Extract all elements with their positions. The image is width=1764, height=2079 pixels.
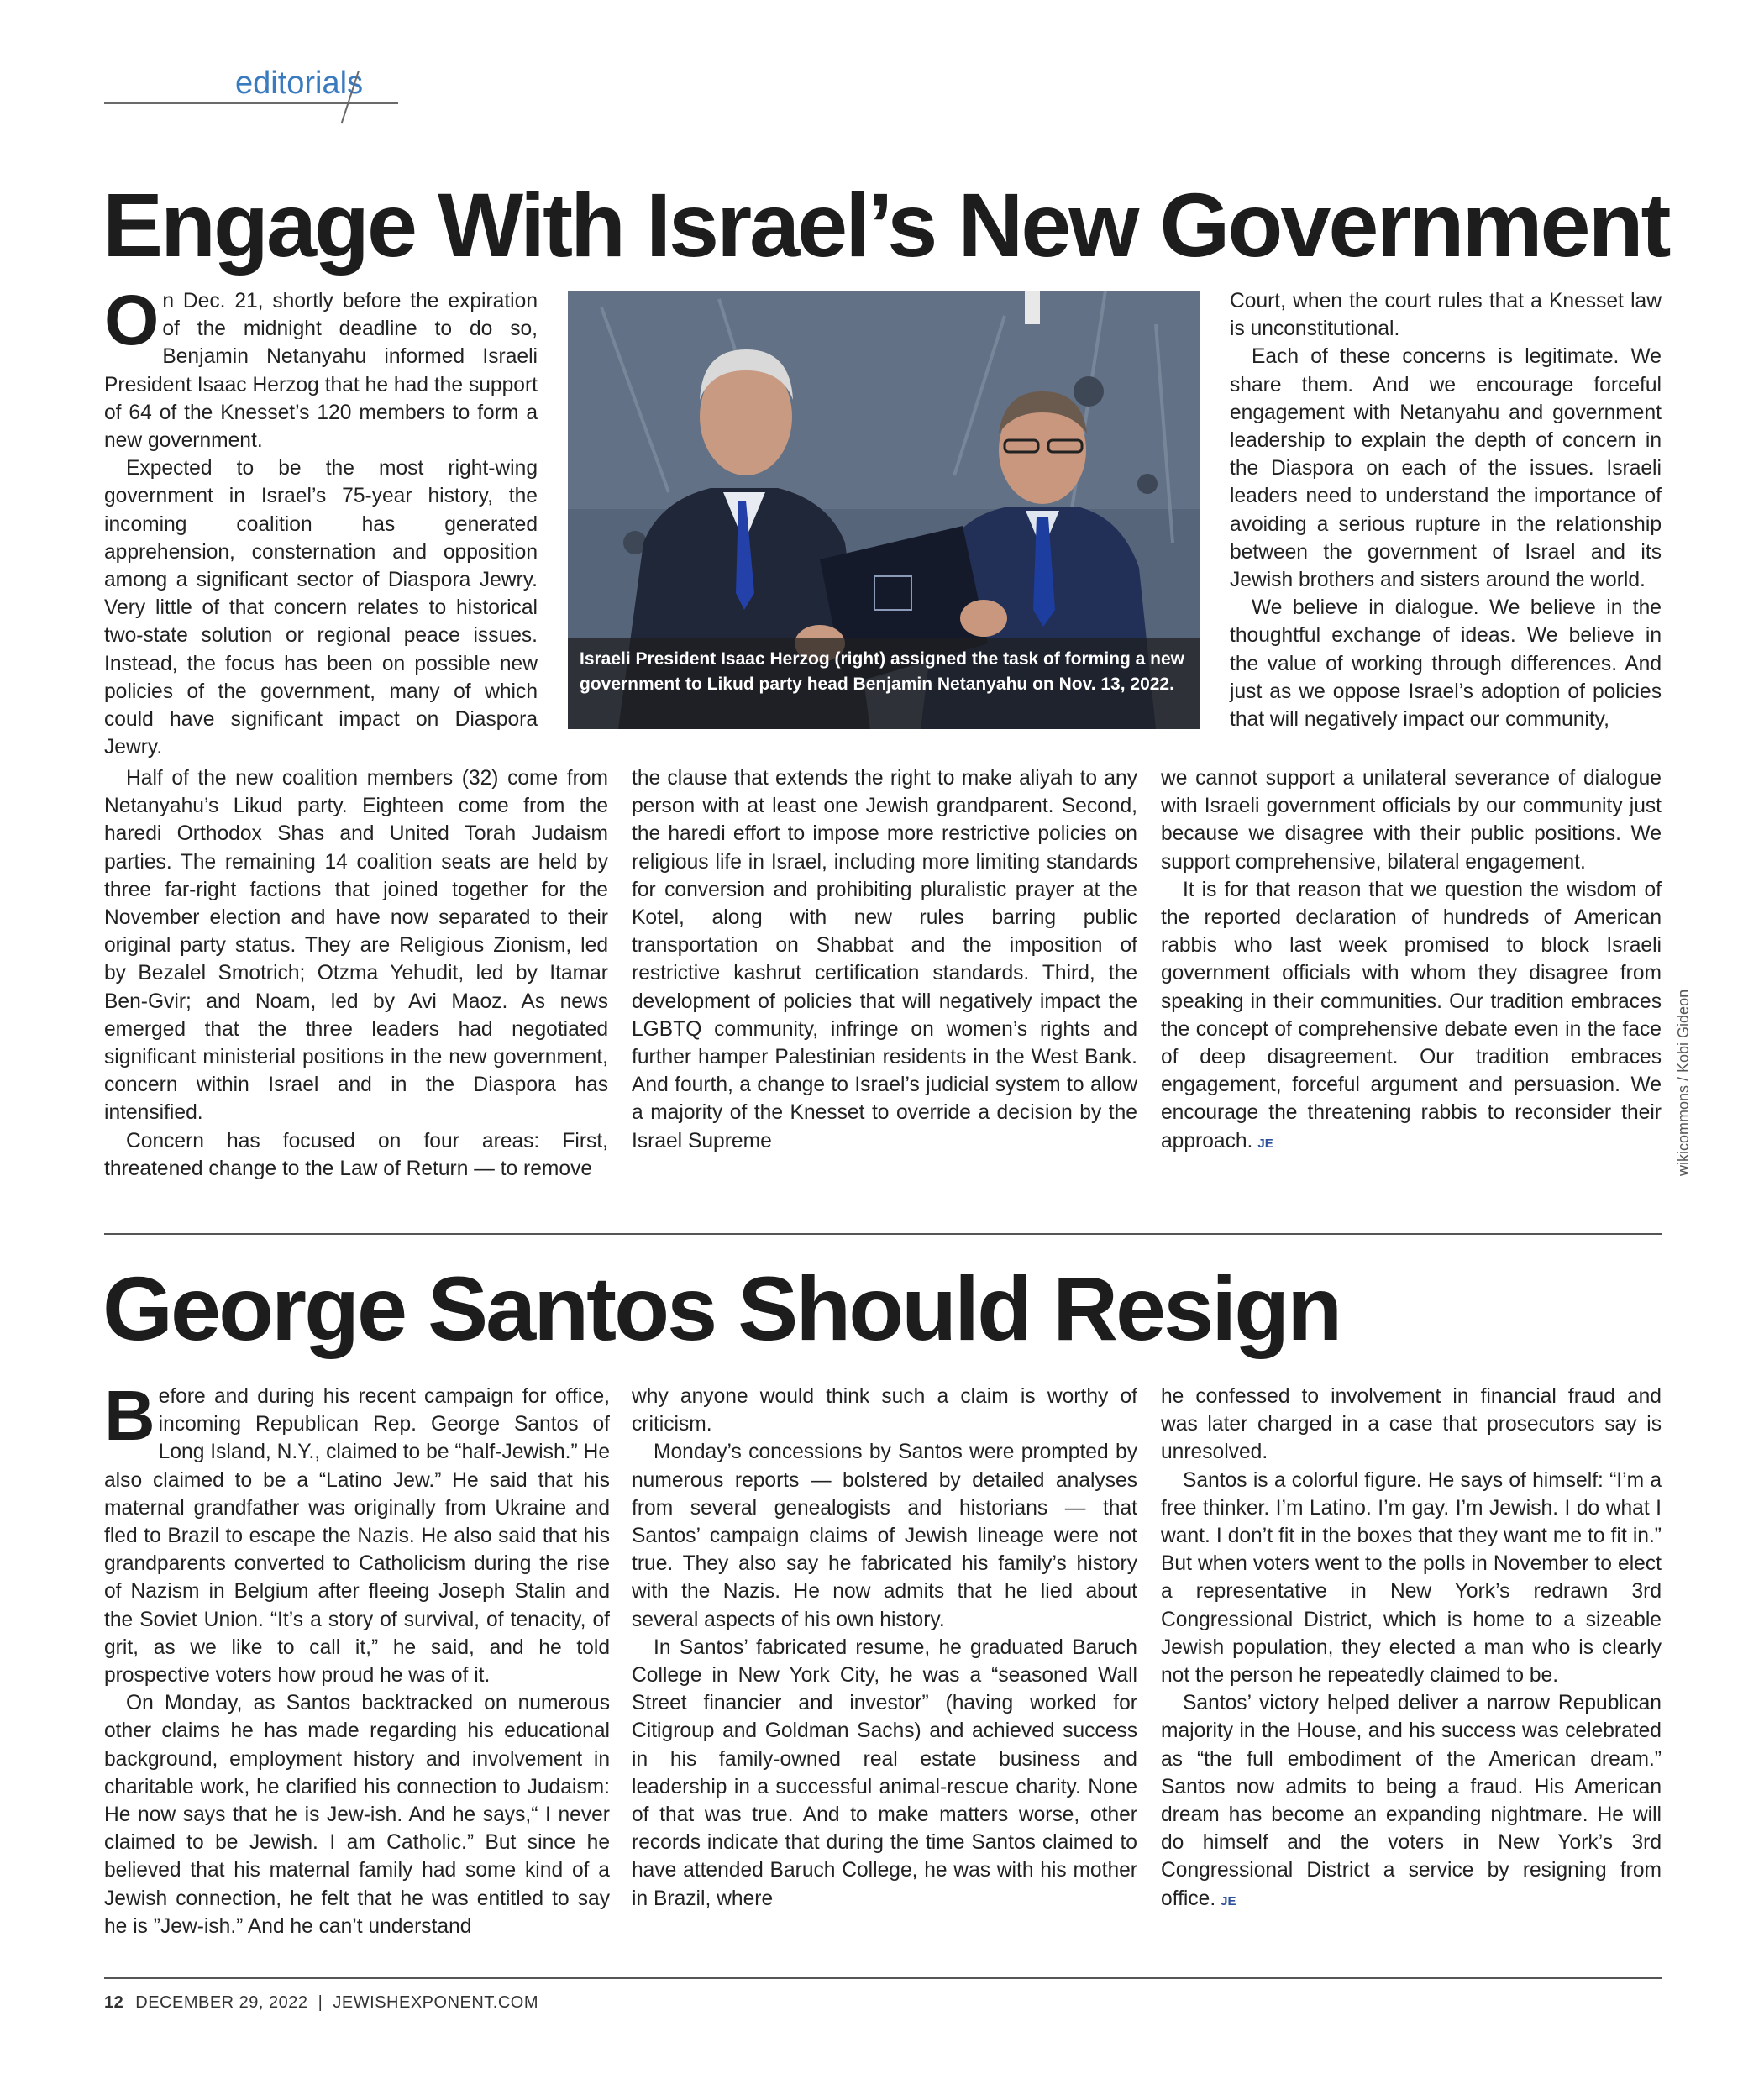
article-divider [104, 1233, 1662, 1235]
article1-col1-bottom [104, 764, 608, 1183]
section-rule [104, 102, 398, 104]
article1-paragraph: Expected to be the most right-wing government in Israel’s 75-year history, the incoming coalition has generated apprehension, consternation and opposition among a significant sector of Diaspora Jewry. Very little of that concern relates to historical two-state solution or regional peace issues. Instead, the focus has been on possible new policies of the government, many of which could have significant impact on Diaspora Jewry. [104, 457, 538, 759]
section-tag [104, 52, 398, 119]
section-label[interactable]: editorials [235, 66, 364, 101]
article1-col3-bottom [1161, 764, 1662, 1158]
article2-paragraph: Monday’s concessions by Santos were prompted by numerous reports — bolstered by detailed analyses from several genealogists and historians — that Santos’ campaign claims of Jewish lineage were not true. They also say he fabricated his family’s history with the Nazis. He now admits that he lied about several aspects of his own history. [632, 1441, 1137, 1631]
article1-col3-top [1230, 287, 1662, 733]
article2-col2 [632, 1383, 1137, 1913]
signoff-mark: JE [1221, 1893, 1236, 1908]
article1-paragraph [1161, 876, 1662, 1158]
article1-paragraph: We believe in dialogue. We believe in the thoughtful exchange of ideas. We believe in the value of working through differences. And just as we oppose Israel’s adoption of policies that will negatively impact our community, [1230, 596, 1662, 732]
article1-paragraph: the clause that extends the right to make aliyah to any person with at least one Jewish grandparent. Second, the haredi effort to impose more restrictive policies on religious life in Israel, including more limiting standards for conversion and prohibiting pluralistic prayer at the Kotel, along with new rules barring public transportation on Shabbat and the imposition of restrictive kashrut certification standards. Third, the development of policies that will negatively impact the LGBTQ community, infringe on women’s rights and further hamper Palestinian residents in the West Bank. And fourth, a change to Israel’s judicial system to allow a majority of the Knesset to override a decision by the Israel Supreme [632, 767, 1137, 1152]
article1-paragraph [104, 281, 538, 454]
article2-paragraph: he confessed to involvement in financial fraud and was later charged in a case that prosecutors say is unresolved. [1161, 1385, 1662, 1464]
photo-credit: wikicommons / Kobi Gideon [1675, 989, 1692, 1176]
article1-headline: Engage With Israel’s New Government [102, 174, 1669, 276]
article1-paragraph: Concern has focused on four areas: First, threatened change to the Law of Return — to remove [104, 1129, 608, 1180]
article1-paragraph: we cannot support a unilateral severance of dialogue with Israeli government officials by our community just because we disagree with their public positions. We support comprehensive, bilateral engagement. [1161, 767, 1662, 874]
article1-text: n Dec. 21, shortly before the expiration of the midnight deadline to do so, Benjamin Netanyahu informed Israeli President Isaac Herzog that he had the support of 64 of the Knesset’s 120 members to form a new government. [104, 290, 538, 453]
article2-paragraph: In Santos’ fabricated resume, he graduated Baruch College in New York City, he was a “seasoned Wall Street financier and investor” (having worked for Citigroup and Goldman Sachs) and achieved success in his family-owned real estate business and leadership in a successful animal-rescue charity. None of that was true. And to make matters worse, other records indicate that during the time Santos claimed to have attended Baruch College, he was with his mother in Brazil, where [632, 1635, 1137, 1910]
article1-paragraph: Court, when the court rules that a Knesset law is unconstitutional. [1230, 290, 1662, 341]
article1-paragraph: Half of the new coalition members (32) come from Netanyahu’s Likud party. Eighteen come from the haredi Orthodox Shas and United Torah Judaism parties. The remaining 14 coalition seats are held by three far-right factions that joined together for the November election and have now separated to their original party status. They are Religious Zionism, led by Bezalel Smotrich; Otzma Yehudit, led by Itamar Ben-Gvir; and Noam, led by Avi Maoz. As news emerged that the three leaders had negotiated significant ministerial positions in the new government, concern within Israel and in the Diaspora has intensified. [104, 767, 608, 1125]
article2-col3 [1161, 1383, 1662, 1915]
article2-paragraph [1161, 1689, 1662, 1915]
article2-paragraph: On Monday, as Santos backtracked on numerous other claims he has made regarding his educational background, employment history and involvement in charitable work, he clarified his connection to Judaism: He now says that he is Jew-ish. And he says,“ I never claimed to be Jewish. I am Catholic.” But since he believed that his maternal family had some kind of a Jewish connection, he felt that he was entitled to say he is ”Jew-ish.” And he can’t understand [104, 1692, 610, 1938]
article2-text: Santos’ victory helped deliver a narrow Republican majority in the House, and his success was celebrated as “the full embodiment of the American dream.” Santos now admits to being a fraud. His American dream has become an expanding nightmare. He will do himself and the voters in New York’s 3rd Congressional District a service by resigning from office. [1161, 1692, 1662, 1910]
footer-rule [104, 1977, 1662, 1979]
article1-dropcap: O [104, 281, 160, 360]
article1-paragraph: Each of these concerns is legitimate. We share them. And we encourage forceful engagement with Netanyahu and government leadership to explain the depth of concern in the Diaspora on each of the issues. Israeli leaders need to understand the importance of avoiding a serious rupture in the relationship between the government of Israel and its Jewish brothers and sisters around the world. [1230, 345, 1662, 592]
page-footer [104, 1993, 538, 2013]
page-number: 12 [104, 1993, 124, 2012]
news-photo [568, 291, 1200, 729]
article1-col1-top [104, 281, 538, 761]
article2-paragraph [104, 1376, 610, 1689]
article2-paragraph: Santos is a colorful figure. He says of himself: “I’m a free thinker. I’m Latino. I’m gay. I’m Jewish. I do what I want. I don’t fit in the boxes that they want me to fit in.” But when voters went to the polls in November to elect a representative in New York’s redrawn 3rd Congressional District, which is home to a sizeable Jewish population, they elected a man who is clearly not the person he repeatedly claimed to be. [1161, 1468, 1662, 1688]
article2-col1 [104, 1376, 610, 1940]
photo-caption: Israeli President Isaac Herzog (right) assigned the task of forming a new government to Likud party head Benjamin Netanyahu on Nov. 13, 2022. [568, 638, 1200, 729]
article2-dropcap: B [104, 1376, 155, 1455]
article2-text: efore and during his recent campaign for office, incoming Republican Rep. George Santos of Long Island, N.Y., claimed to be “half-Jewish.” He also claimed to be a “Latino Jew.” He said that his maternal grandfather was originally from Ukraine and fled to Brazil to escape the Nazis. He also said that his grandparents converted to Catholicism during the rise of Nazism in Belgium after fleeing Joseph Stalin and the Soviet Union. “It’s a story of survival, of tenacity, of grit, as we like to call it,” he said, and he told prospective voters how proud he was of it. [104, 1385, 610, 1688]
article2-headline: George Santos Should Resign [102, 1257, 1341, 1359]
signoff-mark: JE [1257, 1136, 1273, 1151]
article1-col2 [632, 764, 1137, 1155]
footer-text[interactable]: DECEMBER 29, 2022 | JEWISHEXPONENT.COM [135, 1993, 539, 2012]
article1-text: It is for that reason that we question the wisdom of the reported declaration of hundreds of American rabbis who last week promised to block Israeli government officials with whom they disagree from speaking in their communities. Our tradition embraces the concept of comprehensive debate even in the face of deep disagreement. Our tradition embraces engagement, forceful argument and persuasion. We encourage the threatening rabbis to reconsider their approach. [1161, 878, 1662, 1152]
article2-paragraph: why anyone would think such a claim is worthy of criticism. [632, 1385, 1137, 1436]
